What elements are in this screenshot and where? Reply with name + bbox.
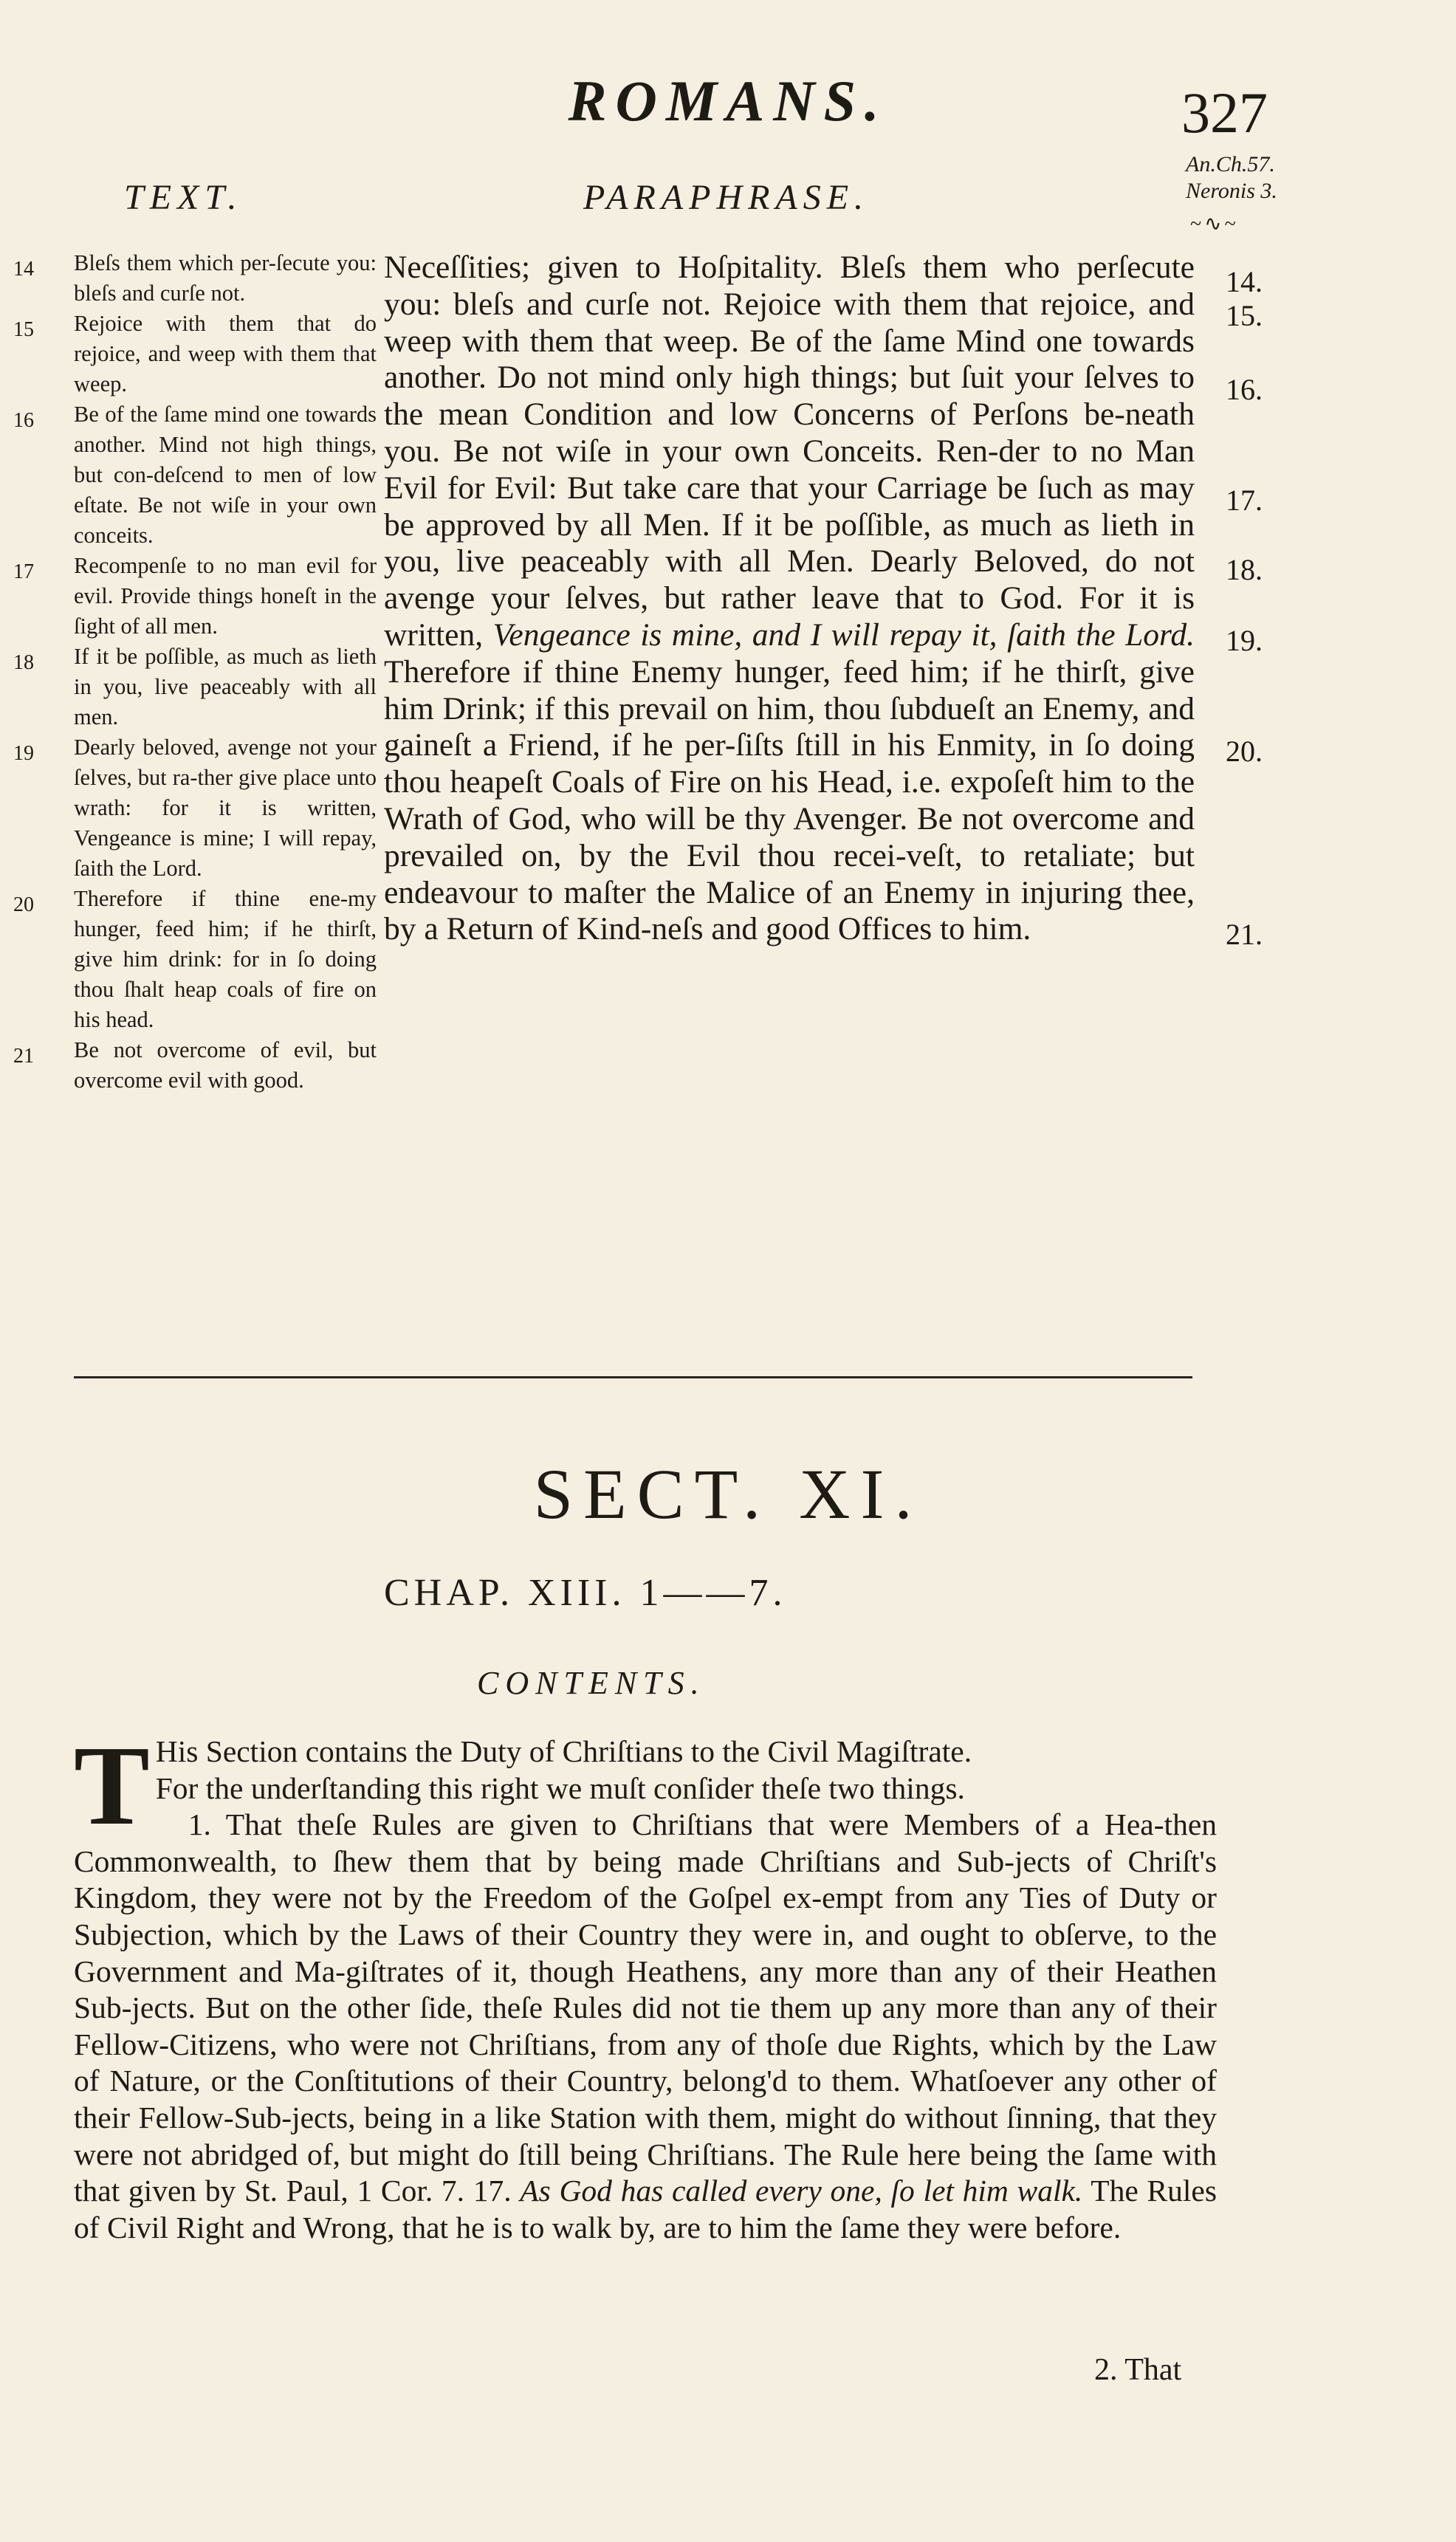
verse-text: Be not overcome of evil, but overcome evil with good. [74, 1037, 377, 1093]
text-column [13, 248, 377, 1096]
margin-number: 20. [1226, 735, 1263, 768]
paraphrase-part-1: Neceſſities; given to Hoſpitality. Bleſs them who perſecute you: bleſs and curſe not. Rejoice with them that rejoice, and weep with them that weep. Be of the ſame Mind one towards another. Do not mind only high things; but ſuit your ſelves to the mean Condition and low Concerns of Perſons be-neath you. Be not wiſe in your own Conceits. Ren-der to no Man Evil for Evil: But take care that your Carriage be ſuch as may be approved by all Men. If it be poſſible, as much as lieth in you, live peaceably with all Men. Dearly Beloved, do not avenge your ſelves, but rather leave that to God. For it is written, [384, 250, 1195, 653]
contents-body [74, 1723, 1217, 2246]
contents-title: CONTENTS. [477, 1665, 706, 1701]
margin-number: 14. [1226, 265, 1263, 298]
verse-number: 17 [13, 560, 34, 583]
point-1-quote: As God has called every one, ſo let him walk. [520, 2174, 1083, 2208]
ornament: ~∿~ [1190, 213, 1239, 236]
drop-cap: T [74, 1723, 150, 1849]
margin-number: 18. [1226, 553, 1263, 586]
text-column-heading: TEXT. [124, 178, 243, 217]
verse-number: 15 [13, 318, 34, 341]
text-verse [13, 884, 377, 1035]
text-verse [13, 551, 377, 642]
catchword: 2. That [1094, 2353, 1182, 2387]
point-1-end: The Rules of Civil Right and Wrong, that he is to walk by, are to him the ſame they were before. [74, 2174, 1217, 2244]
point-1-text: 1. That theſe Rules are given to Chriſtians that were Members of a Hea-then Commonwealth, to ſhew them that by being made Chriſtians and Sub-jects of Chriſt's Kingdom, they were not by the Freedom of the Goſpel ex-empt from any Ties of Duty or Subjection, which by the Laws of their Country they were in, and ought to obſerve, to the Government and Ma-giſtrates of it, though Heathens, any more than any of their Heathen Sub-jects. But on the other ſide, theſe Rules did not tie them up any more than any of their Fellow-Citizens, who were not Chriſtians, from any of thoſe due Rights, which by the Law of Nature, or the Conſtitutions of their Country, belong'd to them. Whatſoever any other of their Fellow-Sub-jects, being in a like Station with them, might do without ſinning, that they were not abridged of, but might do ſtill being Chriſtians. The Rule here being the ſame with that given by St. Paul, 1 Cor. 7. 17. [74, 1807, 1217, 2208]
verse-number: 14 [13, 258, 34, 281]
text-verse [13, 309, 377, 399]
section-divider [74, 1376, 1192, 1378]
contents-lead-text: His Section contains the Duty of Chriſtians to the Civil Magiſtrate. [155, 1734, 972, 1768]
text-verse [13, 248, 377, 309]
verse-number: 18 [13, 651, 34, 674]
margin-number: 17. [1226, 484, 1263, 517]
section-title: SECT. XI. [533, 1454, 923, 1533]
year-note-anno: An.Ch.57. [1186, 152, 1275, 176]
page-number: 327 [1181, 80, 1268, 145]
margin-number: 19. [1226, 624, 1263, 657]
text-verse [13, 642, 377, 732]
verse-text: If it be poſſible, as much as lieth in you, live peaceably with all men. [74, 644, 377, 729]
paraphrase-part-2: Therefore if thine Enemy hunger, feed him; if he thirſt, give him Drink; if this prevail on him, thou ſubdueſt an Enemy, and gaineſt a Friend, if he per-ſiſts ſtill in his Enmity, in ſo doing thou heapeſt Coals of Fire on his Head, i.e. expoſeſt him to the Wrath of God, who will be thy Avenger. Be not overcome and prevailed on, by the Evil thou recei-veſt, to retaliate; but endeavour to maſter the Malice of an Enemy in injuring thee, by a Return of Kind-neſs and good Offices to him. [384, 653, 1195, 947]
verse-number: 19 [13, 742, 34, 765]
running-title: ROMANS. [568, 69, 888, 133]
year-note-neronis: Neronis 3. [1186, 179, 1277, 203]
year-note [1186, 151, 1277, 205]
paraphrase-quote: Vengeance is mine, and I will repay it, ſaith the Lord. [492, 616, 1195, 653]
contents-point-1 [74, 1807, 1217, 2246]
verse-number: 21 [13, 1045, 34, 1068]
text-verse [13, 1035, 377, 1096]
verse-text: Recompenſe to no man evil for evil. Provide things honeſt in the ſight of all men. [74, 553, 377, 639]
paraphrase-text [384, 250, 1195, 948]
text-verse [13, 399, 377, 551]
contents-line-2: For the underſtanding this right we muſt conſider theſe two things. [155, 1770, 965, 1805]
margin-number: 15. [1226, 299, 1263, 332]
verse-number: 16 [13, 409, 34, 432]
verse-text: Dearly beloved, avenge not your ſelves, but ra-ther give place unto wrath: for it is written, Vengeance is mine; I will repay, ſaith the Lord. [74, 735, 377, 881]
verse-text: Be of the ſame mind one towards another. Mind not high things, but con-deſcend to men of low eſtate. Be not wiſe in your own conceits. [74, 402, 377, 548]
paraphrase-column [384, 250, 1195, 948]
chapter-title: CHAP. XIII. 1——7. [384, 1572, 787, 1614]
verse-text: Bleſs them which per-ſecute you: bleſs and curſe not. [74, 250, 377, 306]
text-verse [13, 732, 377, 884]
verse-text: Therefore if thine ene-my hunger, feed him; if he thirſt, give him drink: for in ſo doing thou ſhalt heap coals of fire on his head. [74, 886, 377, 1032]
paraphrase-column-heading: PARAPHRASE. [583, 178, 870, 217]
margin-number: 21. [1226, 918, 1263, 951]
verse-number: 20 [13, 893, 34, 916]
verse-text: Rejoice with them that do rejoice, and weep with them that weep. [74, 311, 377, 396]
margin-number: 16. [1226, 373, 1263, 406]
